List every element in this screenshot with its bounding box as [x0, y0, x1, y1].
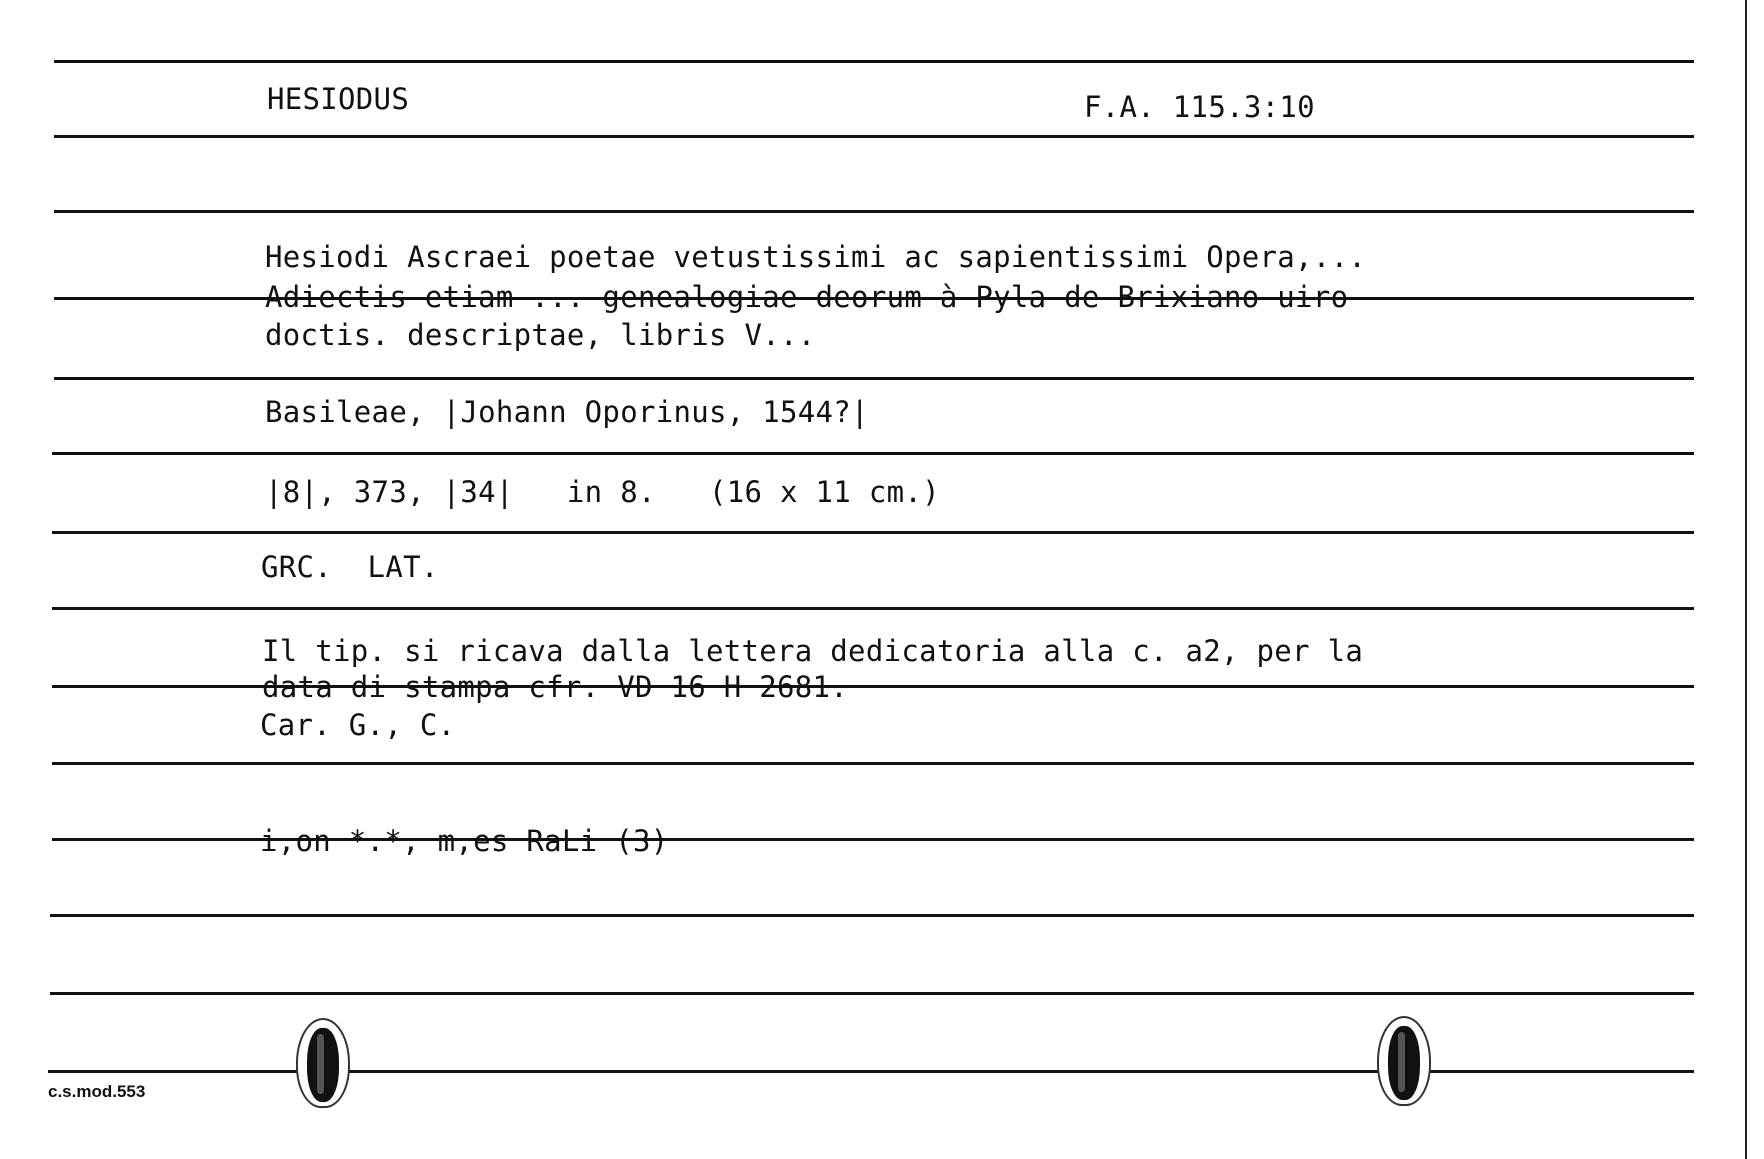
ruled-line	[54, 135, 1694, 138]
form-code: c.s.mod.553	[48, 1082, 146, 1101]
punch-hole-left	[296, 1018, 350, 1108]
title-line: Adiectis etiam ... genealogiae deorum à Pyla de Brixiano uiro	[265, 280, 1349, 314]
punch-hole-right	[1377, 1016, 1431, 1106]
note-line: data di stampa cfr. VD 16 H 2681.	[262, 670, 849, 704]
fingerprint: i,on *.*, m,es RaLi (3)	[260, 824, 669, 858]
ruled-line	[54, 377, 1694, 380]
ruled-line	[52, 531, 1694, 534]
shelfmark: F.A. 115.3:10	[1084, 90, 1315, 124]
card-edge	[1745, 0, 1747, 1159]
author-heading: HESIODUS	[267, 82, 410, 116]
ruled-line	[50, 992, 1694, 995]
title-line: Hesiodi Ascraei poetae vetustissimi ac sapientissimi Opera,...	[265, 240, 1367, 274]
ruled-line	[52, 762, 1694, 765]
imprint: Basileae, |Johann Oporinus, 1544?|	[265, 395, 869, 429]
note-line: Car. G., C.	[260, 708, 456, 742]
ruled-line	[50, 914, 1694, 917]
ruled-line	[54, 210, 1694, 213]
ruled-line	[54, 60, 1694, 63]
note-line: Il tip. si ricava dalla lettera dedicatoria alla c. a2, per la	[262, 634, 1364, 668]
ruled-line	[48, 1070, 1694, 1073]
ruled-line	[52, 607, 1694, 610]
title-line: doctis. descriptae, libris V...	[265, 318, 816, 352]
collation: |8|, 373, |34| in 8. (16 x 11 cm.)	[265, 475, 940, 509]
ruled-line	[52, 452, 1694, 455]
language: GRC. LAT.	[261, 550, 439, 584]
